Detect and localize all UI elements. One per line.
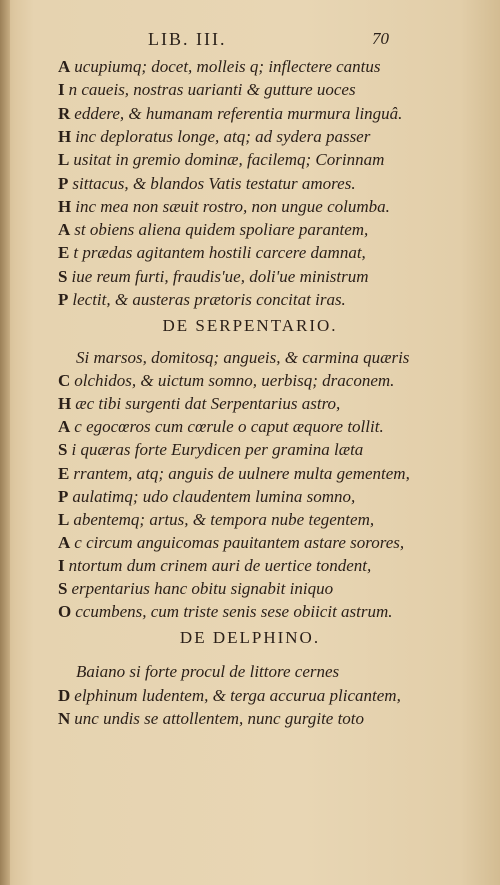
verse-initial: L [58,150,70,170]
running-header [0,29,500,51]
verse-initial: A [58,220,71,240]
verse-initial: I [58,555,65,575]
verse-line [58,174,356,194]
verse-line [58,602,393,622]
verse-text-span: c circum anguicomas pauitantem astare sorores, [74,532,405,552]
verse-line [58,243,366,263]
verse-line [58,533,404,553]
verse-initial: E [58,463,70,483]
section-heading: DE SERPENTARIO. [162,316,338,335]
verse-text-span: elphinum ludentem, & terga accurua plicantem, [74,685,401,705]
verse-text-span: ucupiumq; docet, molleis q; inflectere cantus [74,57,381,76]
verse-text-span: usitat in gremio dominæ, facilemq; Corinnam [73,150,385,170]
verse-text-span: erpentarius hanc obitu signabit iniquo [71,579,334,598]
verse-text-span: inc deploratus longe, atq; ad sydera passer [75,126,371,146]
verse-line [58,417,384,437]
verse-line [58,579,333,599]
verse-line [58,510,374,530]
verse-initial: S [58,440,68,460]
verse-text-span: rrantem, atq; anguis de uulnere multa gementem, [73,463,410,483]
verse-initial: A [58,57,71,76]
verse-initial: P [58,173,69,193]
verse-line [76,348,409,368]
verse-line [58,290,346,310]
verse-text-span: eddere, & humanam referentia murmura linguâ. [74,103,403,123]
verse-initial: P [58,486,69,506]
verse-line [58,127,370,147]
verse-text-span: t prædas agitantem hostili carcere damnat, [73,243,366,263]
verse-text-span: Baiano si forte procul de littore cernes [76,662,340,681]
verse-line [58,394,340,414]
verse-initial: O [58,602,72,622]
verse-line [58,80,356,100]
section-heading: DE DELPHINO. [179,628,321,647]
verse-line [58,686,401,706]
verse-line [58,556,371,576]
verse-text-span: aulatimq; udo claudentem lumina somno, [72,486,356,506]
verse-line [58,464,410,484]
verse-text-span: inc mea non sæuit rostro, non ungue columba. [75,196,390,216]
verse-text-span: st obiens aliena quidem spoliare parantem, [74,220,369,240]
verse-initial: H [58,196,72,216]
running-title: LIB. III. [148,29,227,49]
verse-initial: D [58,685,71,705]
verse-text-span: ntortum dum crinem auri de uertice tondent, [68,555,372,575]
verse-line [58,57,381,77]
verse-initial: N [58,709,71,728]
page-number: 70 [372,29,389,48]
verse-line [58,709,364,729]
verse-initial: P [58,290,69,309]
verse-text-span: olchidos, & uictum somno, uerbisq; draconem. [74,371,395,391]
verse-text-span: æc tibi surgenti dat Serpentarius astro, [75,394,341,414]
verse-initial: A [58,532,71,552]
verse-line [76,662,339,682]
verse-line [58,440,363,460]
verse-text-span: c egocœros cum cœrule o caput æquore tollit. [74,417,384,437]
verse-initial: L [58,509,70,529]
verse-text-span: i quæras forte Eurydicen per gramina læta [71,440,364,460]
verse-text-span: abentemq; artus, & tempora nube tegentem, [73,509,375,529]
verse-line [58,267,369,287]
verse-initial: H [58,394,72,414]
verse-initial: R [58,103,71,123]
verse-line [58,220,368,240]
verse-text-span: n caueis, nostras uarianti & gutture uoces [68,80,356,100]
verse-line [58,371,394,391]
verse-initial: S [58,579,68,598]
verse-text-span: sittacus, & blandos Vatis testatur amores. [72,173,356,193]
verse-line [58,197,390,217]
verse-initial: E [58,243,70,263]
verse-text-span: ccumbens, cum triste senis sese obiicit astrum. [75,602,393,622]
verse-text-span: unc undis se attollentem, nunc gurgite toto [74,709,365,728]
verse-initial: S [58,266,68,286]
verse-initial: A [58,417,71,437]
verse-initial: C [58,371,71,391]
verse-line [58,150,384,170]
page-gutter [0,0,10,885]
verse-line [58,487,355,507]
verse-text-span: Si marsos, domitosq; angueis, & carmina quæris [76,348,410,367]
verse-text-span: iue reum furti, fraudis'ue, doli'ue ministrum [71,266,369,286]
verse-initial: I [58,80,65,100]
verse-line [58,104,402,124]
verse-text-span: lectit, & austeras prætoris concitat iras. [72,290,346,309]
verse-initial: H [58,126,72,146]
